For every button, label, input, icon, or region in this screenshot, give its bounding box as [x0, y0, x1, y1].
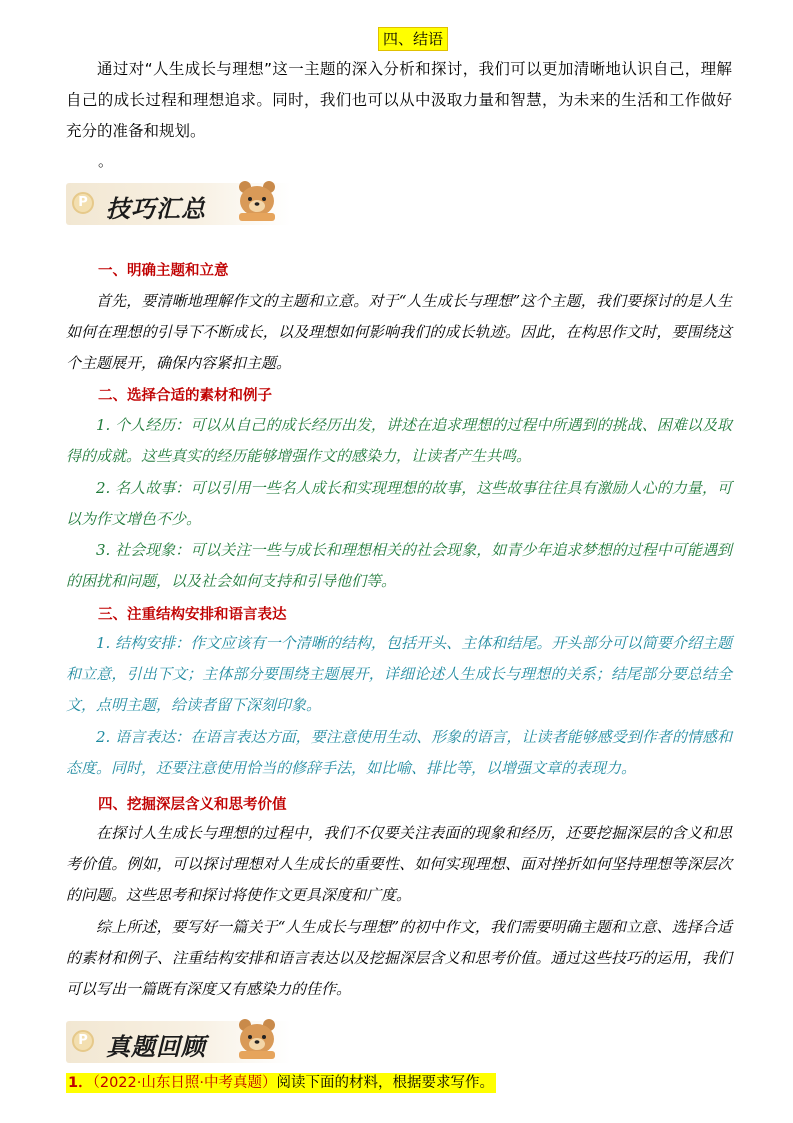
paragraph-deep-meaning: 在探讨人生成长与理想的过程中，我们不仅要关注表面的现象和经历，还要挖掘深层的含义和思考价值。例如，可以探讨理想对人生成长的重要性、如何实现理想、面对挫折如何坚持理想等深层次的问题。这些思考和探讨将使作文更具深度和广度。 [66, 824, 732, 904]
coin-icon: P [72, 192, 94, 214]
bear-mascot-icon [235, 177, 279, 223]
paragraph-conclusion: 综上所述，要写好一篇关于“人生成长与理想”的初中作文，我们需要明确主题和立意、选择合适的素材和例子、注重结构安排和语言表达以及挖掘深层含义和思考价值。通过这些技巧的运用，我们可以写出一篇既有深度又有感染力的佳作。 [66, 918, 732, 998]
banner-label: 技巧汇总 [106, 195, 206, 223]
section-title: 四、结语 [378, 27, 448, 51]
coin-icon: P [72, 1030, 94, 1052]
paragraph-language: 2. 语言表达：在语言表达方面，要注意使用生动、形象的语言，让读者能够感受到作者的情感和态度。同时，还要注意使用恰当的修辞手法，如比喻、排比等，以增强文章的表现力。 [66, 728, 732, 777]
banner-label: 真题回顾 [106, 1033, 206, 1061]
paragraph-famous-stories: 2. 名人故事：可以引用一些名人成长和实现理想的故事，这些故事往往具有激励人心的力量，可以为作文增色不少。 [66, 479, 732, 528]
question-number: 1． [68, 1075, 93, 1091]
question-source: （2022·山东日照·中考真题） [92, 1075, 277, 1091]
heading-2: 二、选择合适的素材和例子 [98, 388, 272, 404]
past-exam-banner [66, 1021, 291, 1063]
paragraph-structure: 1. 结构安排：作文应该有一个清晰的结构，包括开头、主体和结尾。开头部分可以简要介绍主题和立意，引出下文；主体部分要围绕主题展开，详细论述人生成长与理想的关系；结尾部分要总结全文，点明主题，给读者留下深刻印象。 [66, 634, 732, 714]
bear-mascot-icon [235, 1015, 279, 1061]
exam-question [66, 1073, 496, 1093]
tips-summary-banner [66, 183, 291, 225]
paragraph-social-phenomena: 3. 社会现象：可以关注一些与成长和理想相关的社会现象，如青少年追求梦想的过程中可能遇到的困扰和问题，以及社会如何支持和引导他们等。 [66, 541, 732, 590]
heading-1: 一、明确主题和立意 [98, 263, 229, 279]
heading-3: 三、注重结构安排和语言表达 [98, 607, 287, 623]
paragraph-theme: 首先，要清晰地理解作文的主题和立意。对于“人生成长与理想”这个主题，我们要探讨的是人生如何在理想的引导下不断成长，以及理想如何影响我们的成长轨迹。因此，在构思作文时，要围绕这个主题展开，确保内容紧扣主题。 [66, 292, 732, 372]
heading-4: 四、挖掘深层含义和思考价值 [98, 797, 287, 813]
intro-paragraph: 通过对“人生成长与理想”这一主题的深入分析和探讨，我们可以更加清晰地认识自己，理解自己的成长过程和理想追求。同时，我们也可以从中汲取力量和智慧，为未来的生活和工作做好充分的准备和规划。 [66, 60, 732, 140]
stray-period: 。 [98, 152, 114, 170]
paragraph-personal-experience: 1. 个人经历：可以从自己的成长经历出发，讲述在追求理想的过程中所遇到的挑战、困难以及取得的成就。这些真实的经历能够增强作文的感染力，让读者产生共鸣。 [66, 416, 732, 465]
question-text: 阅读下面的材料，根据要求写作。 [276, 1075, 494, 1091]
